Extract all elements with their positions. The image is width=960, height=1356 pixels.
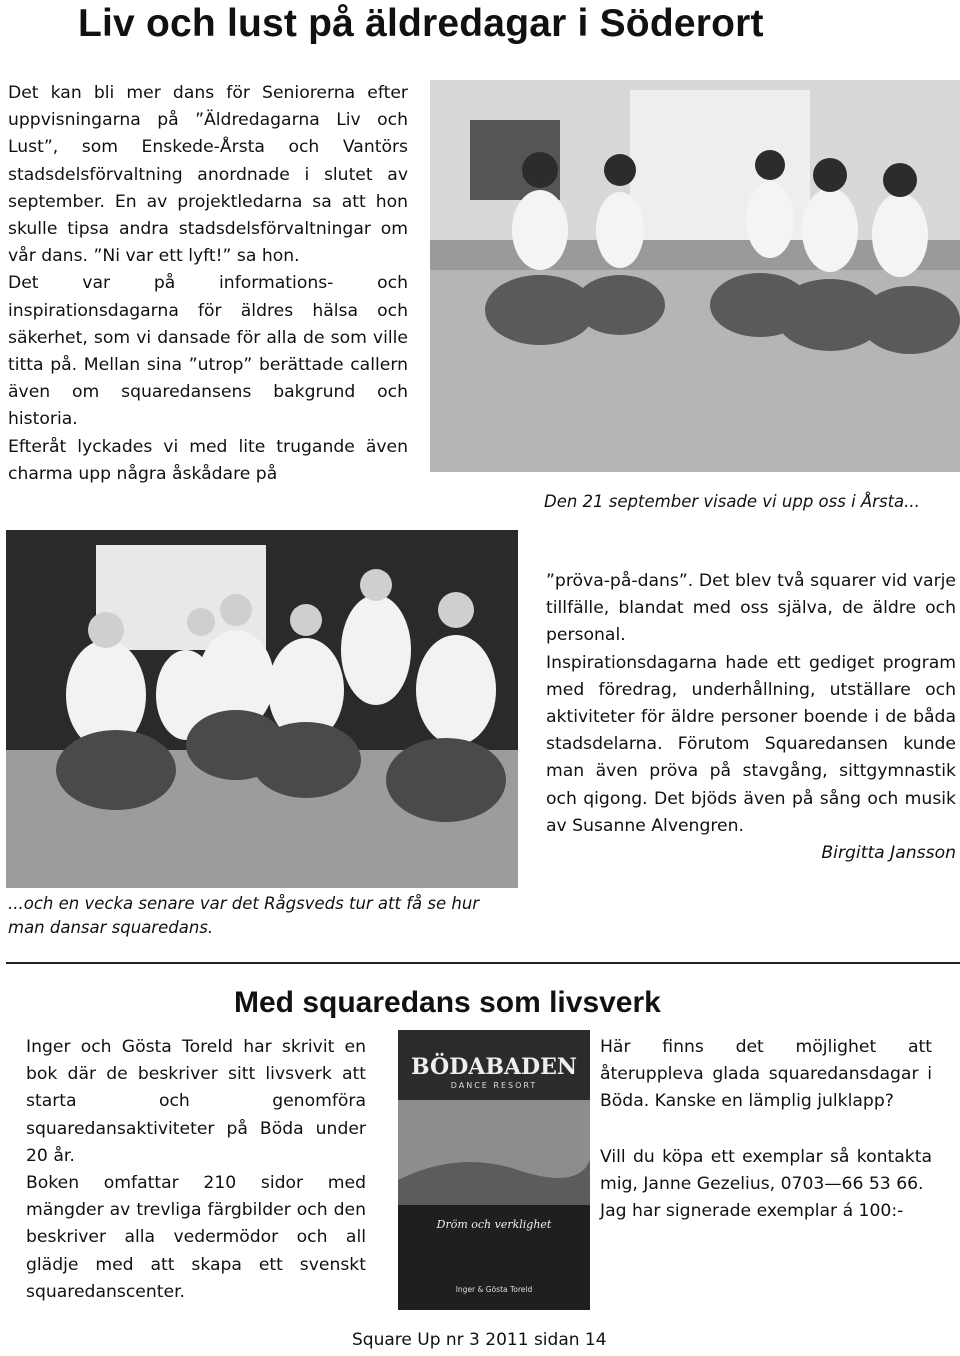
book-subtitle: DANCE RESORT [450,1081,538,1090]
paragraph: ”pröva-på-dans”. Det blev två squarer vid varje tillfälle, blandat med oss själva, de äldre och personal. [546,571,956,646]
paragraph: Boken omfattar 210 sidor med mängder av trevliga färgbilder och den beskriver alla vedermödor och all glädje med att skapa ett svenskt squaredanscenter. [26,1173,366,1302]
photo2-caption: ...och en vecka senare var det Rågsveds tur att få se hur man dansar squaredans. [8,894,480,937]
photo-ragsved-dancers [6,530,518,888]
article2-left [26,1034,366,1306]
paragraph: Jag har signerade exemplar á 100:- [600,1201,904,1222]
paragraph: Vill du köpa ett exemplar så kontakta mig, Janne Gezelius, 0703—66 53 66. [600,1146,932,1194]
paragraph: Här finns det möjlighet att återuppleva glada squaredansdagar i Böda. Kanske en lämplig julklapp? [600,1037,932,1112]
article1-col1 [8,80,408,488]
article2-right [600,1034,932,1225]
page-title: Liv och lust på äldredagar i Söderort [78,2,764,45]
photo1-caption: Den 21 september visade vi upp oss i Årsta... [544,492,920,511]
article2-headline: Med squaredans som livsverk [234,986,661,1019]
paragraph: Det var på informations- och inspirationsdagarna för äldres hälsa och säkerhet, som vi dansade för alla de som ville titta på. Mellan sina ”utrop” berättade callern även om squaredansens bakgrund och historia. [8,273,408,430]
book-tagline: Dröm och verklighet [436,1218,552,1231]
signature: Birgitta Jansson [821,843,956,864]
article1-col2 [546,568,956,867]
paragraph: Efteråt lyckades vi med lite trugande även charma upp några åskådare på [8,436,408,484]
paragraph: Inspirationsdagarna hade ett gediget program med föredrag, underhållning, utställare och aktiviteter för äldre personer boende i de båda stadsdelarna. Förutom Squaredansen kunde man även pröva på stavgång, sittgymnastik och qigong. Det bjöds även på sång och musik av Susanne Alvengren. [546,652,956,836]
book-title: BÖDABADEN [411,1054,577,1080]
page-footer: Square Up nr 3 2011 sidan 14 [352,1330,607,1350]
paragraph: Det kan bli mer dans för Seniorerna efter uppvisningarna på ”Äldredagarna Liv och Lust”, som Enskede-Årsta och Vantörs stadsdelsförvaltning anordnade i slutet av september. En av projektledarna sa att hon skulle tipsa andra stadsdelsförvaltningar om vår dans. ”Ni var ett lyft!” sa hon. [8,83,408,267]
book-authors: Inger & Gösta Toreld [455,1285,533,1294]
section-divider [6,962,960,964]
photo-arsta-dancers [430,80,960,472]
book-cover [398,1030,590,1310]
paragraph: Inger och Gösta Toreld har skrivit en bok där de beskriver sitt livsverk att starta och genomföra squaredansaktiviteter på Böda under 20 år. [26,1037,366,1166]
